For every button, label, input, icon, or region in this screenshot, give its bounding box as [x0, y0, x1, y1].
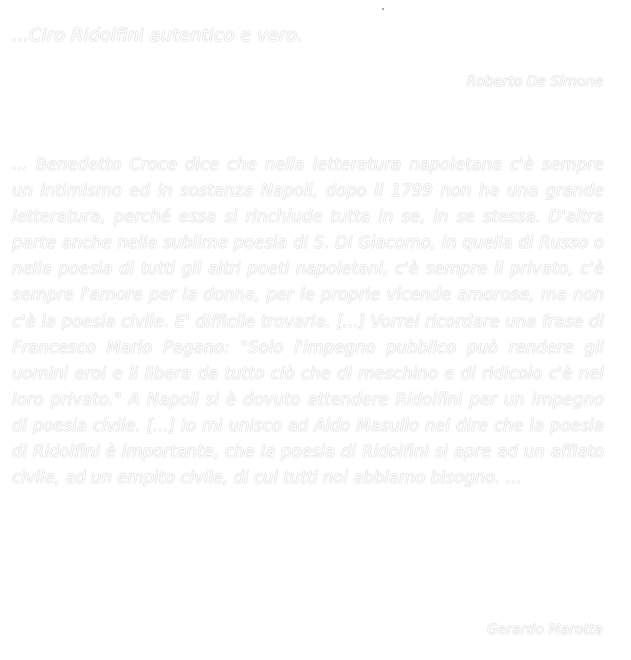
first-quote-author: Roberto De Simone [466, 74, 603, 90]
second-quote-text: ... Benedetto Croce dice che nella letteratura napoletana c'è sempre un intimismo ed in sostanza Napoli, dopo il 1799 non ha una grande letteratura, perché essa si rinchiude tutta in se, in se stessa. D'altra parte anche nella sublime poesia di S. Di Giacomo, in quella di Russo o nella poesia di tutti gli altri poeti napoletani, c'è sempre il privato, c'è sempre l'amore per la donna, per le proprie vicende amorose, ma non c'è la poesia civile. E' difficile trovarla. [...] Vorrei ricordare una frase di Francesco Mario Pagano: "Solo l'impegno pubblico può rendere gli uomini eroi e li libera da tutto ciò che di meschino e di ridicolo c'è nel loro privato." A Napoli si è dovuto attendere Ridolfini per un impegno di poesia civile. [...] Io mi unisco ad Aldo Masullo nel dire che la poesia di Ridolfini è importante, che la poesia di Ridolfini si apre ad un afflato civile, ad un empito civile, di cui tutti noi abbiamo bisogno. ... [12, 155, 604, 488]
speck-mark [382, 8, 384, 10]
first-quote-text: ...Ciro Ridolfini autentico e vero. [12, 25, 303, 46]
second-quote-author: Gerardo Marotta [487, 622, 603, 638]
